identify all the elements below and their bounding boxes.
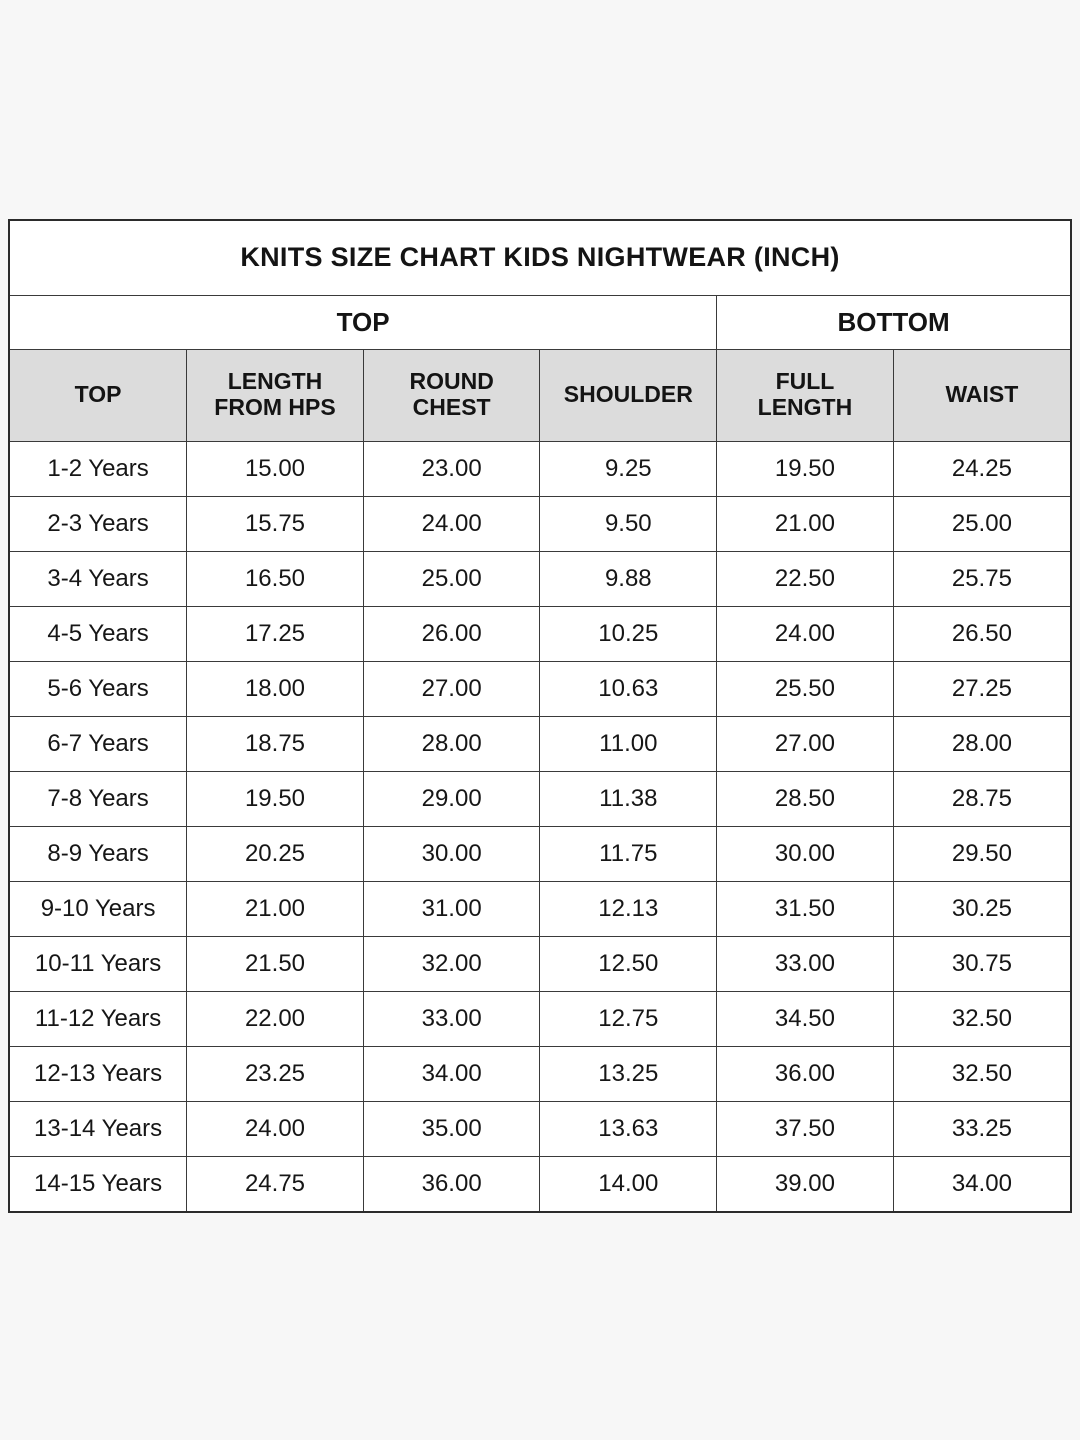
cell-size: 2-3 Years <box>10 496 187 551</box>
cell-round-chest: 27.00 <box>363 661 540 716</box>
cell-round-chest: 28.00 <box>363 716 540 771</box>
cell-shoulder: 12.50 <box>540 936 717 991</box>
column-header-line: WAIST <box>945 381 1019 408</box>
cell-round-chest: 26.00 <box>363 606 540 661</box>
cell-shoulder: 13.63 <box>540 1101 717 1156</box>
table-row <box>10 606 1070 661</box>
column-header-length-from-hps <box>187 349 364 441</box>
table-group-header-row <box>10 295 1070 349</box>
cell-waist: 28.00 <box>893 716 1070 771</box>
column-header-line: FROM HPS <box>214 394 336 420</box>
table-row <box>10 826 1070 881</box>
cell-shoulder: 10.25 <box>540 606 717 661</box>
cell-round-chest: 33.00 <box>363 991 540 1046</box>
cell-length-from-hps: 18.75 <box>187 716 364 771</box>
cell-size: 12-13 Years <box>10 1046 187 1101</box>
cell-length-from-hps: 20.25 <box>187 826 364 881</box>
cell-round-chest: 29.00 <box>363 771 540 826</box>
cell-waist: 25.75 <box>893 551 1070 606</box>
cell-size: 13-14 Years <box>10 1101 187 1156</box>
cell-waist: 26.50 <box>893 606 1070 661</box>
table-row <box>10 881 1070 936</box>
table-row <box>10 1046 1070 1101</box>
cell-length-from-hps: 19.50 <box>187 771 364 826</box>
cell-full-length: 33.00 <box>717 936 894 991</box>
cell-size: 9-10 Years <box>10 881 187 936</box>
cell-round-chest: 25.00 <box>363 551 540 606</box>
cell-length-from-hps: 16.50 <box>187 551 364 606</box>
size-chart-table <box>10 221 1070 1211</box>
cell-waist: 32.50 <box>893 991 1070 1046</box>
column-header-line: ROUND <box>409 368 494 395</box>
cell-waist: 24.25 <box>893 441 1070 496</box>
cell-length-from-hps: 21.50 <box>187 936 364 991</box>
cell-round-chest: 30.00 <box>363 826 540 881</box>
cell-waist: 33.25 <box>893 1101 1070 1156</box>
cell-full-length: 19.50 <box>717 441 894 496</box>
cell-round-chest: 24.00 <box>363 496 540 551</box>
table-row <box>10 771 1070 826</box>
cell-length-from-hps: 22.00 <box>187 991 364 1046</box>
cell-size: 11-12 Years <box>10 991 187 1046</box>
cell-length-from-hps: 21.00 <box>187 881 364 936</box>
table-row <box>10 936 1070 991</box>
column-header-shoulder <box>540 349 717 441</box>
cell-length-from-hps: 15.75 <box>187 496 364 551</box>
cell-full-length: 21.00 <box>717 496 894 551</box>
table-row <box>10 551 1070 606</box>
cell-round-chest: 32.00 <box>363 936 540 991</box>
group-header-top: TOP <box>10 295 717 349</box>
table-row <box>10 716 1070 771</box>
column-header-line: SHOULDER <box>563 381 693 408</box>
cell-shoulder: 14.00 <box>540 1156 717 1211</box>
table-row <box>10 441 1070 496</box>
cell-size: 4-5 Years <box>10 606 187 661</box>
table-column-header-row <box>10 349 1070 441</box>
cell-waist: 30.25 <box>893 881 1070 936</box>
table-row <box>10 661 1070 716</box>
cell-shoulder: 13.25 <box>540 1046 717 1101</box>
cell-full-length: 34.50 <box>717 991 894 1046</box>
cell-size: 10-11 Years <box>10 936 187 991</box>
cell-full-length: 25.50 <box>717 661 894 716</box>
cell-size: 7-8 Years <box>10 771 187 826</box>
cell-shoulder: 9.50 <box>540 496 717 551</box>
cell-size: 8-9 Years <box>10 826 187 881</box>
cell-length-from-hps: 23.25 <box>187 1046 364 1101</box>
column-header-round-chest <box>363 349 540 441</box>
cell-size: 6-7 Years <box>10 716 187 771</box>
column-header-full-length <box>717 349 894 441</box>
cell-size: 5-6 Years <box>10 661 187 716</box>
cell-waist: 30.75 <box>893 936 1070 991</box>
group-header-bottom: BOTTOM <box>717 295 1070 349</box>
table-title-row <box>10 221 1070 295</box>
table-row <box>10 991 1070 1046</box>
table-row <box>10 496 1070 551</box>
cell-round-chest: 36.00 <box>363 1156 540 1211</box>
cell-shoulder: 12.75 <box>540 991 717 1046</box>
cell-waist: 29.50 <box>893 826 1070 881</box>
cell-waist: 27.25 <box>893 661 1070 716</box>
column-header-line: LENGTH <box>757 394 853 420</box>
cell-length-from-hps: 24.75 <box>187 1156 364 1211</box>
cell-size: 14-15 Years <box>10 1156 187 1211</box>
table-row <box>10 1156 1070 1211</box>
column-header-line: FULL <box>775 368 835 395</box>
cell-full-length: 28.50 <box>717 771 894 826</box>
cell-round-chest: 23.00 <box>363 441 540 496</box>
column-header-top-size <box>10 349 187 441</box>
cell-full-length: 27.00 <box>717 716 894 771</box>
column-header-waist <box>893 349 1070 441</box>
cell-shoulder: 11.00 <box>540 716 717 771</box>
cell-size: 3-4 Years <box>10 551 187 606</box>
cell-size: 1-2 Years <box>10 441 187 496</box>
column-header-line: TOP <box>74 381 122 408</box>
cell-shoulder: 12.13 <box>540 881 717 936</box>
cell-length-from-hps: 15.00 <box>187 441 364 496</box>
chart-title: KNITS SIZE CHART KIDS NIGHTWEAR (INCH) <box>10 221 1070 295</box>
cell-shoulder: 11.38 <box>540 771 717 826</box>
cell-length-from-hps: 18.00 <box>187 661 364 716</box>
cell-round-chest: 31.00 <box>363 881 540 936</box>
cell-waist: 34.00 <box>893 1156 1070 1211</box>
cell-shoulder: 9.88 <box>540 551 717 606</box>
cell-shoulder: 10.63 <box>540 661 717 716</box>
column-header-line: LENGTH <box>227 368 323 395</box>
cell-shoulder: 11.75 <box>540 826 717 881</box>
cell-shoulder: 9.25 <box>540 441 717 496</box>
cell-waist: 28.75 <box>893 771 1070 826</box>
cell-full-length: 36.00 <box>717 1046 894 1101</box>
table-row <box>10 1101 1070 1156</box>
size-chart-container <box>8 219 1072 1213</box>
cell-full-length: 22.50 <box>717 551 894 606</box>
cell-round-chest: 34.00 <box>363 1046 540 1101</box>
cell-length-from-hps: 17.25 <box>187 606 364 661</box>
cell-length-from-hps: 24.00 <box>187 1101 364 1156</box>
cell-waist: 25.00 <box>893 496 1070 551</box>
cell-full-length: 37.50 <box>717 1101 894 1156</box>
cell-full-length: 30.00 <box>717 826 894 881</box>
column-header-line: CHEST <box>412 394 491 420</box>
cell-full-length: 24.00 <box>717 606 894 661</box>
cell-round-chest: 35.00 <box>363 1101 540 1156</box>
cell-full-length: 31.50 <box>717 881 894 936</box>
cell-waist: 32.50 <box>893 1046 1070 1101</box>
cell-full-length: 39.00 <box>717 1156 894 1211</box>
